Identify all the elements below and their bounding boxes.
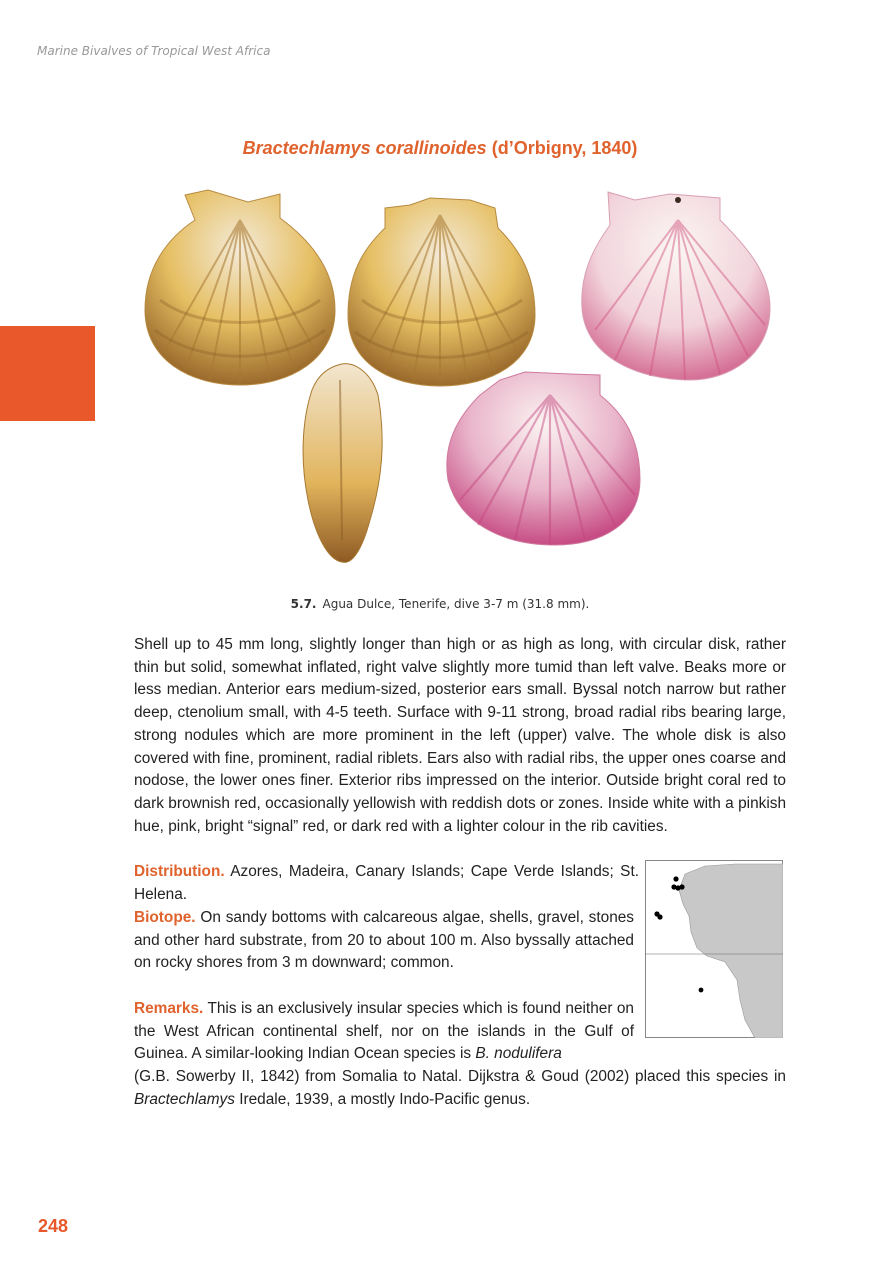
species-title [0,138,880,159]
running-head: Marine Bivalves of Tropical West Africa [37,44,271,58]
remarks-text-3: Iredale, 1939, a mostly Indo-Pacific genus. [239,1090,531,1108]
shell-plate [130,180,790,580]
shell-exterior-right-valve [348,198,535,386]
distribution-map [645,860,783,1038]
species-description: Shell up to 45 mm long, slightly longer than high or as high as long, with circular disk, rather thin but solid, somewhat inflated, right valve slightly more tumid than left valve. Beaks more or less median. Anterior ears medium-sized, posterior ears small. Byssal notch narrow but rather deep, ctenolium small, with 4-5 teeth. Surface with 9-11 strong, broad radial ribs bearing large, strong nodules which are more prominent in the left (upper) valve. The whole disk is also covered with fine, prominent, radial riblets. Ears also with radial ribs, the upper ones coarse and nodose, the lower ones finer. Exterior ribs impressed on the interior. Outside bright coral red to dark brownish red, occasionally yellowish with reddish dots or zones. Inside white with a pinkish hue, pink, bright “signal” red, or dark red with a lighter colour in the rib cavities. [134,636,786,835]
remarks-paragraph-b [134,1066,786,1111]
shell-interior-pink-valve [582,192,770,380]
figure-number: 5.7. [290,597,317,611]
shell-interior-pink-right-valve [447,372,640,545]
occurrence-st-helena [699,988,704,993]
occurrence-madeira [673,876,678,881]
shell-side-view [303,364,382,563]
remarks-paragraph-a [134,998,634,1066]
remarks-text-1: This is an exclusively insular species which is found neither on the West African continental shelf, nor on the islands in the Gulf of Guinea. A similar-looking Indian Ocean species is [134,1000,634,1063]
distribution-heading: Distribution. [134,863,225,880]
species-name: Bractechlamys corallinoides [242,138,487,158]
biotope-paragraph [134,907,634,975]
distribution-paragraph [134,861,639,906]
figure-caption-text: Agua Dulce, Tenerife, dive 3-7 m (31.8 mm). [322,597,590,611]
page-number: 248 [38,1216,69,1236]
biotope-heading: Biotope. [134,909,196,926]
occurrence-cape-verde-2 [657,914,662,919]
figure-caption [0,597,880,611]
shell-exterior-left-valve [145,190,335,385]
chapter-tab [0,326,95,421]
occurrence-canary-3 [679,884,684,889]
biotope-text: On sandy bottoms with calcareous algae, shells, gravel, stones and other hard substrate, from 20 to about 100 m. Also byssally attached on rocky shores from 3 m downward; common. [134,909,635,972]
remarks-heading: Remarks. [134,1000,204,1017]
distribution-text: Azores, Madeira, Canary Islands; Cape Verde Islands; St. Helena. [134,863,639,903]
species-authority: (d’Orbigny, 1840) [491,138,638,158]
remarks-text-2: (G.B. Sowerby II, 1842) from Somalia to Natal. Dijkstra & Goud (2002) placed this species in [134,1068,786,1085]
remarks-species-italic: B. nodulifera [475,1045,562,1063]
remarks-genus-italic: Bractechlamys [134,1090,235,1108]
